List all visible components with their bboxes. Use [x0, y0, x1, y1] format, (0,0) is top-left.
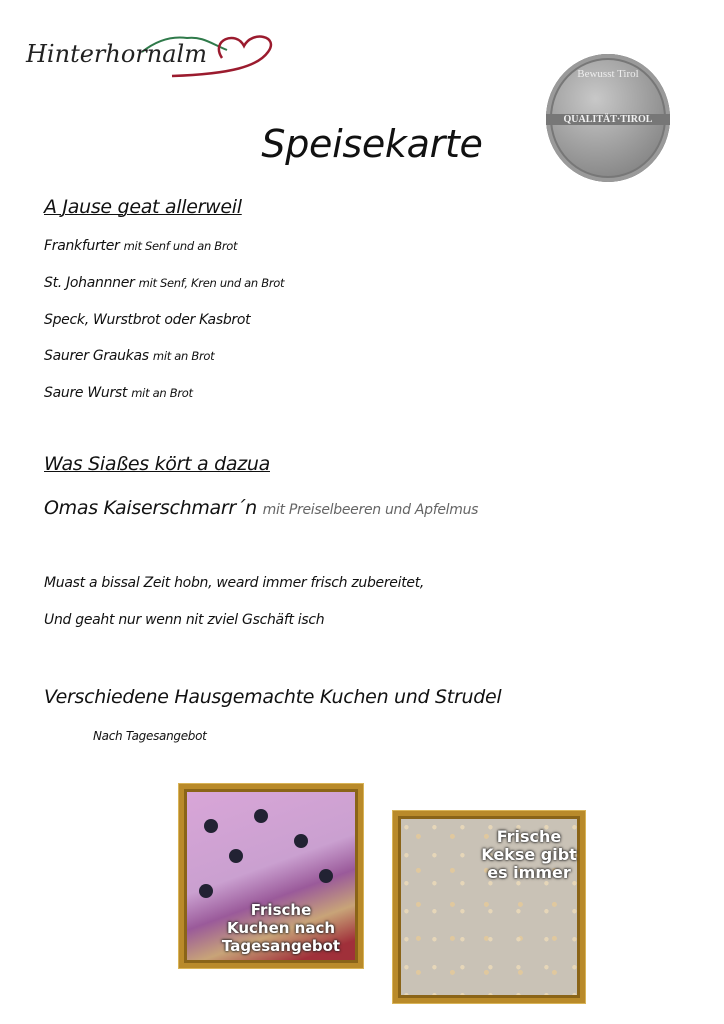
caption-line: Frische	[250, 901, 312, 919]
cake-photo	[179, 784, 363, 968]
cookies-photo	[393, 811, 585, 1003]
section-heading-kuchen: Verschiedene Hausgemachte Kuchen und Strudel	[44, 686, 502, 708]
seal-top-text: Bewusst Tirol	[577, 68, 639, 80]
hinterhornalm-logo	[22, 30, 282, 78]
item-detail: mit an Brot	[152, 349, 215, 363]
item-detail: mit Preiselbeeren und Apfelmus	[262, 502, 479, 518]
menu-item	[44, 348, 214, 364]
caption-line: es immer	[487, 863, 571, 882]
item-detail: mit an Brot	[131, 386, 193, 400]
caption-line: Tagesangebot	[221, 937, 341, 955]
kuchen-detail: Nach Tagesangebot	[93, 729, 207, 743]
menu-item	[44, 385, 193, 401]
seal-band-text: QUALITÄT·TIROL	[546, 114, 670, 125]
cookies-caption	[478, 828, 580, 882]
menu-item	[44, 275, 284, 291]
item-name: Saurer Graukas	[44, 348, 149, 364]
note-line: Und geaht nur wenn nit zviel Gschäft isch	[44, 612, 325, 628]
section-heading-jause: A Jause geat allerweil	[44, 196, 242, 218]
item-name: Frankfurter	[44, 238, 120, 254]
item-name: Saure Wurst	[44, 385, 128, 401]
item-name: St. Johannner	[44, 275, 135, 291]
note-line: Muast a bissal Zeit hobn, weard immer frisch zubereitet,	[44, 575, 425, 591]
menu-item-kaiserschmarrn	[44, 497, 478, 519]
item-name: Speck, Wurstbrot oder Kasbrot	[44, 312, 251, 328]
caption-line: Frische	[496, 827, 562, 846]
logo-text: Hinterhornalm	[26, 40, 207, 68]
menu-item	[44, 238, 237, 254]
caption-line: Kekse gibt	[481, 845, 577, 864]
item-name: Omas Kaiserschmarr´n	[44, 497, 257, 519]
item-detail: mit Senf, Kren und an Brot	[138, 276, 285, 290]
caption-line: Kuchen nach	[226, 919, 336, 937]
item-detail: mit Senf und an Brot	[123, 239, 238, 253]
page-title: Speisekarte	[261, 122, 483, 166]
menu-item	[44, 312, 250, 328]
section-heading-suess: Was Siaßes kört a dazua	[44, 453, 270, 475]
cake-caption	[204, 901, 358, 955]
